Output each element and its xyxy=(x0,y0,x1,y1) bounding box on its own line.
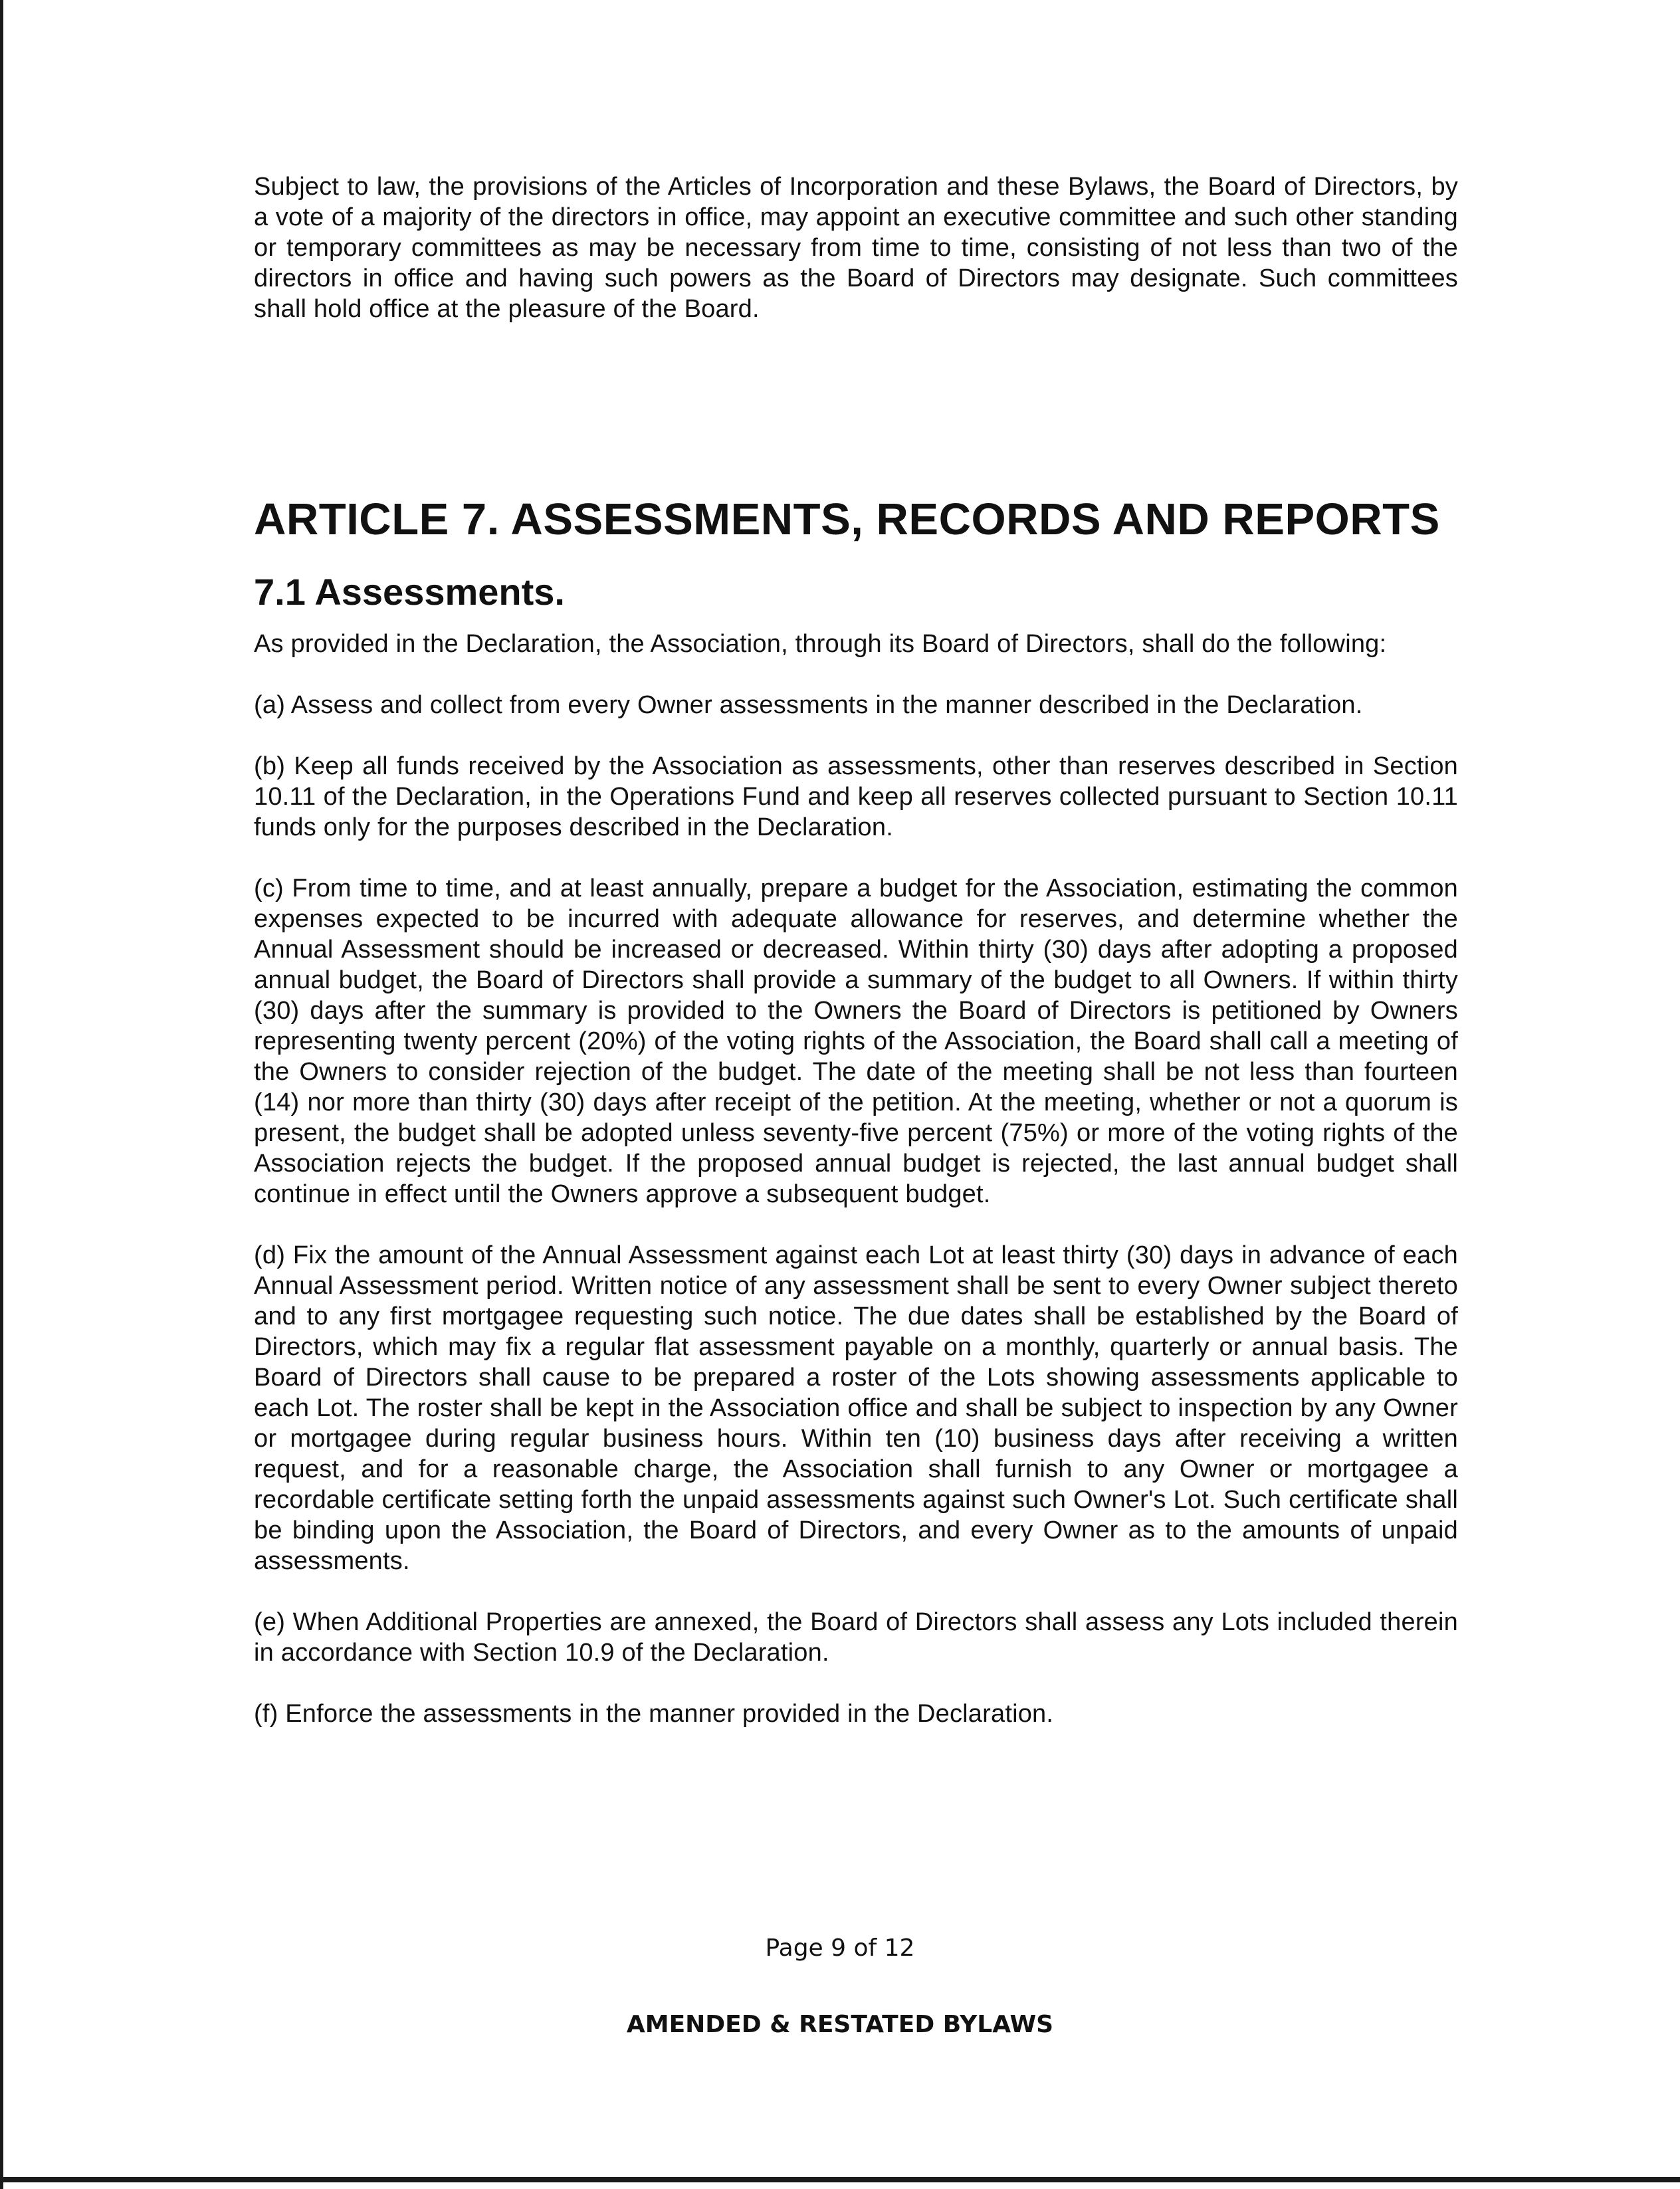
section-lead: As provided in the Declaration, the Association, through its Board of Directors, shall do the following: xyxy=(254,630,1387,658)
list-item-d: (d) Fix the amount of the Annual Assessment against each Lot at least thirty (30) days in advance of each Annual Assessment period. Written notice of any assessment shall be sent to every Owner subject thereto and to any first mortgagee requesting such notice. The due dates shall be established by the Board of Directors, which may fix a regular flat assessment payable on a monthly, quarterly or annual basis. The Board of Directors shall cause to be prepared a roster of the Lots showing assessments applicable to each Lot. The roster shall be kept in the Association office and shall be subject to inspection by any Owner or mortgagee during regular business hours. Within ten (10) business days after receiving a written request, and for a reasonable charge, the Association shall furnish to any Owner or mortgagee a recordable certificate setting forth the unpaid assessments against such Owner's Lot. Such certificate shall be binding upon the Association, the Board of Directors, and every Owner as to the amounts of unpaid assessments. xyxy=(254,1241,1458,1575)
section-content xyxy=(254,629,1458,1729)
section-heading: 7.1 Assessments. xyxy=(254,571,565,613)
list-item-b: (b) Keep all funds received by the Association as assessments, other than reserves described in Section 10.11 of the Declaration, in the Operations Fund and keep all reserves collected pursuant to Section 10.11 funds only for the purposes described in the Declaration. xyxy=(254,752,1458,841)
footer-document-title: AMENDED & RESTATED BYLAWS xyxy=(626,2011,1054,2038)
article-heading: ARTICLE 7. ASSESSMENTS, RECORDS AND REPORTS xyxy=(254,494,1440,544)
intro-paragraph: Subject to law, the provisions of the Articles of Incorporation and these Bylaws, the Board of Directors, by a vote of a majority of the directors in office, may appoint an executive committee and such other standing or temporary committees as may be necessary from time to time, consisting of not less than two of the directors in office and having such powers as the Board of Directors may designate. Such committees shall hold office at the pleasure of the Board. xyxy=(254,173,1458,323)
list-item-f: (f) Enforce the assessments in the manner provided in the Declaration. xyxy=(254,1700,1054,1728)
document-body xyxy=(254,171,1458,1728)
scan-edge-bottom xyxy=(0,2177,1680,2182)
list-item-c: (c) From time to time, and at least annually, prepare a budget for the Association, estimating the common expenses expected to be incurred with adequate allowance for reserves, and determine whether the Annual Assessment should be increased or decreased. Within thirty (30) days after adopting a proposed annual budget, the Board of Directors shall provide a summary of the budget to all Owners. If within thirty (30) days after the summary is provided to the Owners the Board of Directors is petitioned by Owners representing twenty percent (20%) of the voting rights of the Association, the Board shall call a meeting of the Owners to consider rejection of the budget. The date of the meeting shall be not less than fourteen (14) nor more than thirty (30) days after receipt of the petition. At the meeting, whether or not a quorum is present, the budget shall be adopted unless seventy-five percent (75%) or more of the voting rights of the Association rejects the budget. If the proposed annual budget is rejected, the last annual budget shall continue in effect until the Owners approve a subsequent budget. xyxy=(254,875,1458,1208)
page-number: Page 9 of 12 xyxy=(765,1934,915,1962)
scan-edge-left xyxy=(0,0,3,2189)
list-item-e: (e) When Additional Properties are annexed, the Board of Directors shall assess any Lots included therein in accordance with Section 10.9 of the Declaration. xyxy=(254,1608,1458,1667)
list-item-a: (a) Assess and collect from every Owner assessments in the manner described in the Declaration. xyxy=(254,691,1363,719)
